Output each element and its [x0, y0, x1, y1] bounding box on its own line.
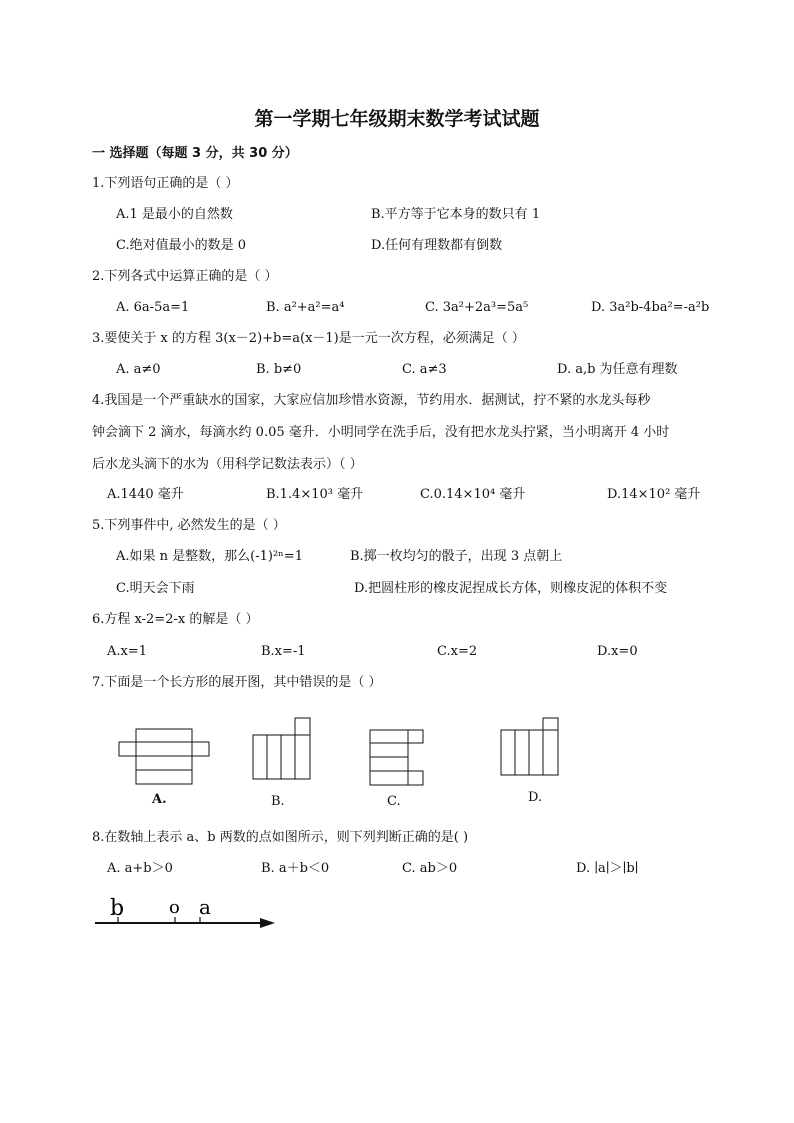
q8-stem: 8.在数轴上表示 a、b 两数的点如图所示，则下列判断正确的是( )	[92, 830, 469, 845]
q6-stem: 6.方程 x-2=2-x 的解是（ ）	[92, 612, 259, 627]
q3-option-a: A. a≠0	[116, 362, 161, 377]
q3-option-b: B. b≠0	[256, 362, 302, 377]
q8-option-a: A. a+b＞0	[107, 861, 173, 876]
q4-option-b: B.1.4×10³ 毫升	[266, 487, 364, 502]
q2-option-d: D. 3a²b-4ba²=-a²b	[591, 300, 710, 315]
q8-option-c: C. ab＞0	[402, 861, 458, 876]
q2-option-c: C. 3a²+2a³=5a⁵	[425, 300, 529, 315]
q2-option-a: A. 6a-5a=1	[116, 300, 190, 315]
q5-option-b: B.掷一枚均匀的骰子，出现 3 点朝上	[350, 549, 563, 564]
q5-option-c: C.明天会下雨	[116, 581, 195, 596]
q7-stem: 7.下面是一个长方形的展开图，其中错误的是（ ）	[92, 675, 382, 690]
page-title: 第一学期七年级期末数学考试试题	[254, 108, 540, 130]
q3-stem: 3.要使关于 x 的方程 3(x－2)+b=a(x－1)是一元一次方程，必须满足（ ）	[92, 331, 525, 346]
net-figure-b	[252, 717, 312, 781]
q5-option-a: A.如果 n 是整数，那么(-1)²ⁿ=1	[116, 549, 303, 564]
q6-option-a: A.x=1	[107, 644, 148, 659]
net-figure-d	[500, 717, 560, 778]
q6-option-b: B.x=-1	[261, 644, 306, 659]
net-figure-a	[118, 728, 210, 786]
net-figure-c	[369, 729, 425, 787]
q8-option-d: D. ∣a∣＞∣b∣	[576, 861, 639, 876]
q1-option-a: A.1 是最小的自然数	[116, 207, 233, 222]
point-label-o: o	[169, 897, 180, 918]
q6-option-c: C.x=2	[437, 644, 478, 659]
q1-option-b: B.平方等于它本身的数只有 1	[371, 207, 541, 222]
number-line-figure	[92, 895, 282, 933]
q6-option-d: D.x=0	[597, 644, 638, 659]
q5-option-d: D.把圆柱形的橡皮泥捏成长方体，则橡皮泥的体积不变	[354, 581, 668, 596]
q4-option-a: A.1440 毫升	[107, 487, 184, 502]
net-label-c: C.	[387, 794, 401, 809]
point-label-a: a	[199, 895, 211, 919]
q3-option-c: C. a≠3	[402, 362, 447, 377]
section-heading: 一 选择题（每题 3 分，共 30 分）	[92, 146, 298, 161]
q5-stem: 5.下列事件中, 必然发生的是（ ）	[92, 518, 286, 533]
q1-option-c: C.绝对值最小的数是 0	[116, 238, 247, 253]
net-label-a: A.	[152, 792, 167, 807]
point-label-b: b	[110, 896, 125, 921]
q3-option-d: D. a,b 为任意有理数	[557, 362, 678, 377]
q4-line-2: 钟会滴下 2 滴水，每滴水约 0.05 毫升．小明同学在洗手后，没有把水龙头拧紧，当小明离开 4 小时	[92, 425, 670, 440]
q1-option-d: D.任何有理数都有倒数	[371, 238, 503, 253]
net-label-d: D.	[528, 790, 543, 805]
number-line-arrowhead	[260, 918, 275, 928]
q2-stem: 2.下列各式中运算正确的是（ ）	[92, 269, 278, 284]
q4-line-3: 后水龙头滴下的水为（用科学记数法表示）（ ）	[92, 457, 363, 472]
net-label-b: B.	[271, 794, 285, 809]
q8-option-b: B. a＋b＜0	[261, 861, 330, 876]
q4-option-d: D.14×10² 毫升	[607, 487, 701, 502]
q2-option-b: B. a²+a²=a⁴	[266, 300, 345, 315]
q4-option-c: C.0.14×10⁴ 毫升	[420, 487, 526, 502]
q1-stem: 1.下列语句正确的是（ ）	[92, 176, 239, 191]
q4-line-1: 4.我国是一个严重缺水的国家，大家应信加珍惜水资源，节约用水．据测试，拧不紧的水龙头每秒	[92, 393, 651, 408]
